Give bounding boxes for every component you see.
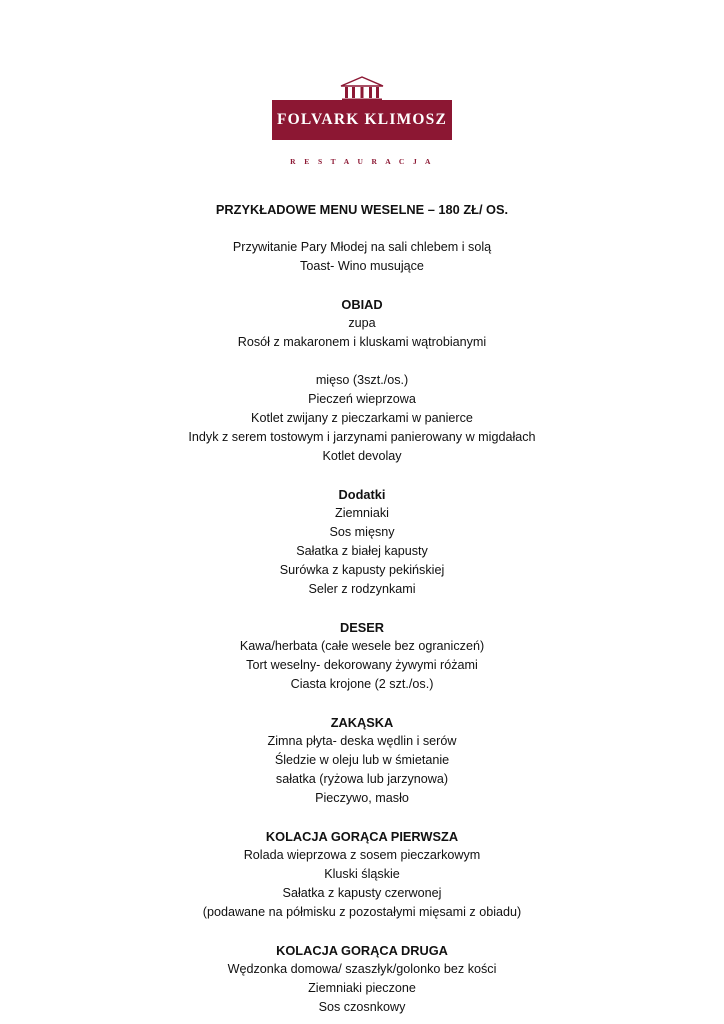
logo-name: FOLVARK KLIMOSZ	[276, 111, 448, 128]
section-heading: OBIAD	[341, 297, 383, 312]
menu-line: Seler z rodzynkami	[308, 582, 416, 596]
temple-icon	[339, 76, 385, 102]
intro-line: Przywitanie Pary Młodej na sali chlebem i solą	[232, 240, 492, 254]
intro-line: Toast- Wino musujące	[300, 259, 424, 273]
page-title: PRZYKŁADOWE MENU WESELNE – 180 ZŁ/ OS.	[215, 202, 509, 217]
spacer	[82, 352, 642, 371]
section-heading: KOLACJA GORĄCA PIERWSZA	[265, 829, 459, 844]
menu-line: Kotlet devolay	[322, 449, 402, 463]
section-heading: Dodatki	[338, 487, 386, 502]
menu-content	[82, 166, 642, 1017]
spacer	[82, 808, 642, 827]
menu-section-zakaska	[82, 713, 642, 808]
section-heading: ZAKĄSKA	[330, 715, 394, 730]
menu-line: Ziemniaki pieczone	[308, 981, 416, 995]
menu-line: Kluski śląskie	[324, 867, 400, 881]
intro-block	[82, 238, 642, 276]
logo-subtitle: R E S T A U R A C J A	[290, 157, 434, 166]
spacer	[82, 694, 642, 713]
menu-line: Rolada wieprzowa z sosem pieczarkowym	[243, 848, 481, 862]
menu-line: Surówka z kapusty pekińskiej	[279, 563, 445, 577]
menu-line: mięso (3szt./os.)	[315, 373, 409, 387]
spacer	[82, 599, 642, 618]
menu-line: Indyk z serem tostowym i jarzynami panierowany w migdałach	[188, 430, 536, 444]
menu-line: Ziemniaki	[335, 506, 389, 520]
menu-line: Sałatka z kapusty czerwonej	[282, 886, 442, 900]
spacer	[82, 276, 642, 295]
menu-line: Kotlet zwijany z pieczarkami w panierce	[251, 411, 473, 425]
menu-line: Sałatka z białej kapusty	[296, 544, 428, 558]
menu-section-kolacja-druga	[82, 941, 642, 1017]
menu-section-dodatki	[82, 485, 642, 599]
menu-line: zupa	[348, 316, 376, 330]
spacer	[82, 466, 642, 485]
menu-line: sałatka (ryżowa lub jarzynowa)	[275, 772, 449, 786]
section-heading: DESER	[339, 620, 385, 635]
menu-line: Zimna płyta- deska wędlin i serów	[267, 734, 457, 748]
menu-line: Tort weselny- dekorowany żywymi różami	[246, 658, 478, 672]
menu-line: Śledzie w oleju lub w śmietanie	[274, 753, 450, 767]
menu-line: Pieczeń wieprzowa	[308, 392, 416, 406]
spacer	[82, 922, 642, 941]
menu-section-deser	[82, 618, 642, 694]
menu-line: Sos mięsny	[329, 525, 395, 539]
logo-mark	[272, 92, 452, 150]
menu-line: Rosół z makaronem i kluskami wątrobianymi	[237, 335, 487, 349]
restaurant-logo	[272, 0, 452, 166]
menu-section-obiad	[82, 295, 642, 352]
menu-line: Pieczywo, masło	[315, 791, 409, 805]
menu-line: Wędzonka domowa/ szaszłyk/golonko bez kości	[227, 962, 497, 976]
section-heading: KOLACJA GORĄCA DRUGA	[276, 943, 448, 958]
menu-line: Sos czosnkowy	[318, 1000, 406, 1014]
menu-section-mieso	[82, 371, 642, 466]
menu-line: Kawa/herbata (całe wesele bez ograniczeń)	[239, 639, 485, 653]
menu-section-kolacja-pierwsza	[82, 827, 642, 922]
menu-line: Ciasta krojone (2 szt./os.)	[290, 677, 434, 691]
menu-line: (podawane na półmisku z pozostałymi mięsami z obiadu)	[202, 905, 522, 919]
logo-banner	[272, 100, 452, 140]
